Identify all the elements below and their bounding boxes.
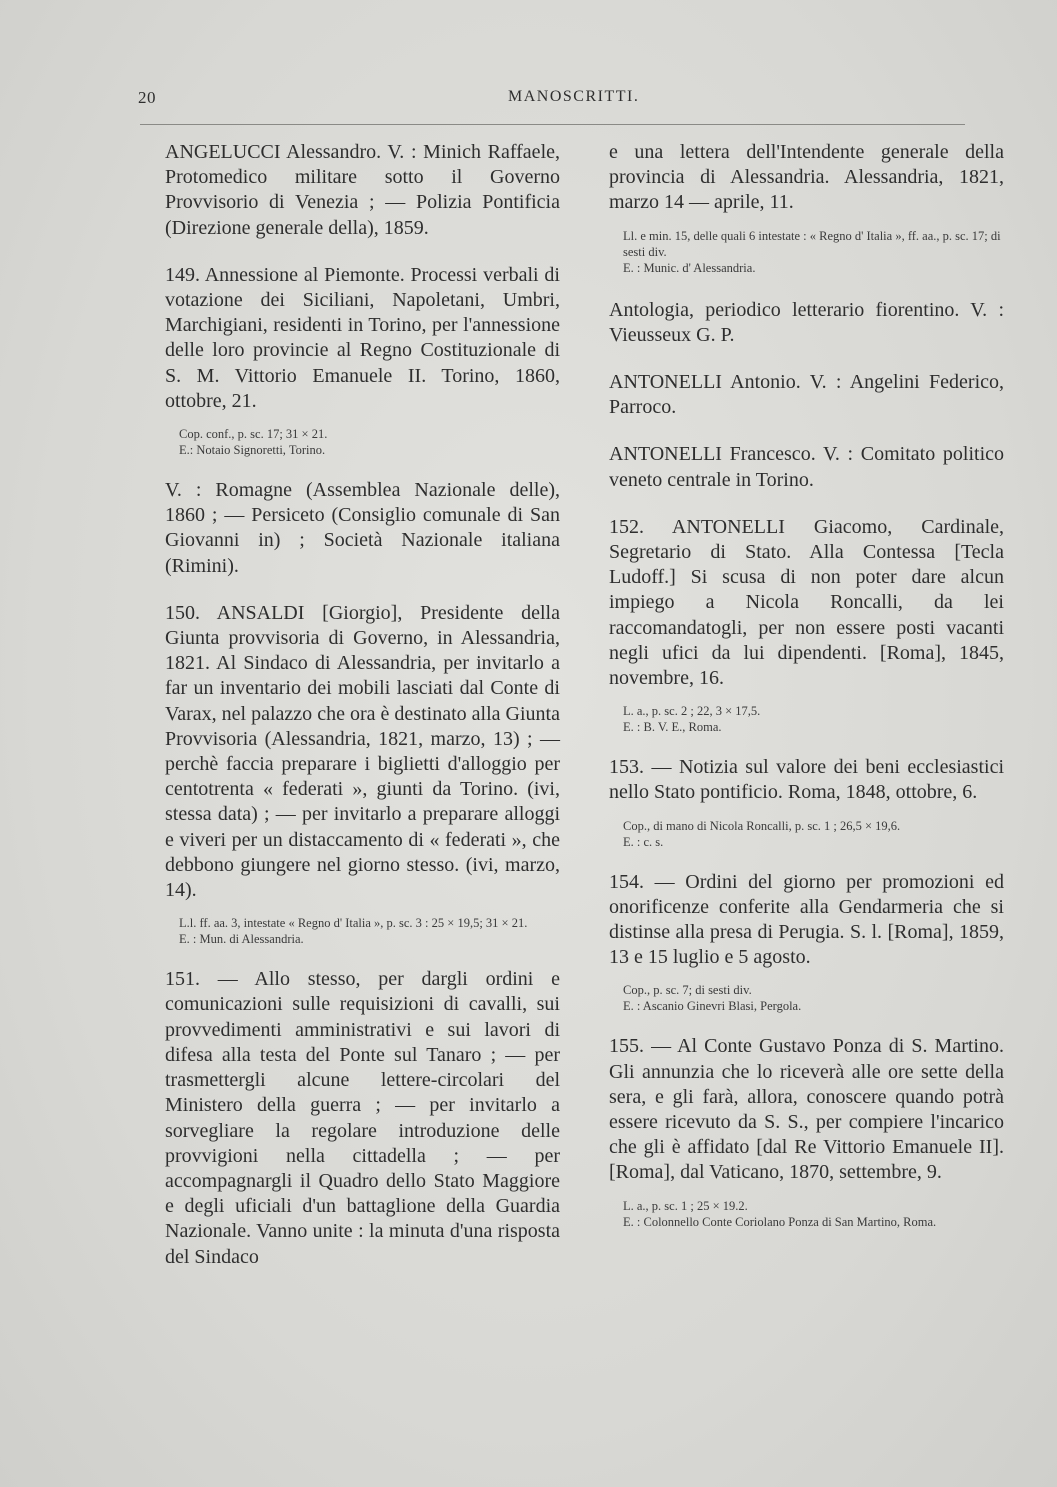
entry-154: 154. — Ordini del giorno per promozioni ed onorificenze conferite alla Gendarmeria che si distinse alla presa di Perugia. S. l. [Roma], 1859, 13 e 15 luglio e 5 agosto. [609,870,1004,969]
entry-149: 149. Annessione al Piemonte. Processi verbali di votazione dei Siciliani, Napoletani, Umbri, Marchigiani, residenti in Torino, per l'annessione delle loro provincie al Regno Costituzionale di S. M. Vittorio Emanuele II. Torino, 1860, ottobre, 21. [165,263,560,412]
entry-155: 155. — Al Conte Gustavo Ponza di S. Martino. Gli annunzia che lo riceverà alle ore sette della sera, e gli farà, allora, conoscere quando potrà essere ricevuto da S. S., per compiere l'incarico che gli è affidato [dal Re Vittorio Emanuele II]. [Roma], dal Vaticano, 1870, settembre, 9. [609,1035,1004,1184]
note-line: E.: Notaio Signoretti, Torino. [179,443,326,458]
entry-153: 153. — Notizia sul valore dei beni ecclesiastici nello Stato pontificio. Roma, 1848, ottobre, 6. [609,756,1004,804]
note-line: Cop. conf., p. sc. 17; 31 × 21. [179,427,328,442]
right-column [609,140,1004,1250]
note-154 [623,982,1004,1014]
note-line: E. : Mun. di Alessandria. [179,932,304,947]
note-line: L. a., p. sc. 1 ; 25 × 19.2. [623,1198,748,1213]
header-rule [140,124,965,125]
entry-angelucci: ANGELUCCI Alessandro. V. : Minich Raffaele, Protomedico militare sotto il Governo Provvisorio di Venezia ; — Polizia Pontificia (Direzione generale della), 1859. [165,141,560,239]
note-149 [179,426,560,458]
page-number: 20 [138,88,156,107]
entry-antologia: Antologia, periodico letterario fiorentino. V. : Vieusseux G. P. [609,298,1004,346]
left-column [165,140,560,1282]
entry-see-romagne: V. : Romagne (Assemblea Nazionale delle), 1860 ; — Persiceto (Consiglio comunale di San Giovanni in) ; Società Nazionale italiana (Rimini). [165,479,560,577]
page-header [138,88,965,118]
entry-152: 152. ANTONELLI Giacomo, Cardinale, Segretario di Stato. Alla Contessa [Tecla Ludoff.] Si scusa di non poter dare alcun impiego a Nicola Roncalli, da lei raccomandatogli, per non essere posti vacanti negli ufici da lui dipendenti. [Roma], 1845, novembre, 16. [609,515,1004,690]
note-153 [623,818,1004,850]
entry-antonelli-francesco: ANTONELLI Francesco. V. : Comitato politico veneto centrale in Torino. [609,443,1004,491]
note-line: E. : B. V. E., Roma. [623,720,722,735]
note-line: L.l. ff. aa. 3, intestate « Regno d' Italia », p. sc. 3 : 25 × 19,5; 31 × 21. [179,916,528,931]
note-152 [623,703,1004,735]
note-line: Cop., di mano di Nicola Roncalli, p. sc. 1 ; 26,5 × 19,6. [623,818,901,833]
note-line: L. a., p. sc. 2 ; 22, 3 × 17,5. [623,704,761,719]
note-line: E. : Munic. d' Alessandria. [623,260,756,275]
note-line: E. : c. s. [623,834,664,849]
entry-antonelli-antonio: ANTONELLI Antonio. V. : Angelini Federico, Parroco. [609,371,1004,419]
note-155 [623,1198,1004,1230]
entry-150: 150. ANSALDI [Giorgio], Presidente della Giunta provvisoria di Governo, in Alessandria, 1821. Al Sindaco di Alessandria, per invitarlo a far un inventario dei mobili lasciati dal Conte di Varax, nel palazzo che ora è destinato alla Giunta Provvisoria (Alessandria, 1821, marzo, 13) ; — perchè faccia preparare i biglietti d'alloggio per centotrenta « federati », giunti da Torino. (ivi, stessa data) ; — per invitarlo a preparare alloggi e viveri per un distaccamento di « federati », che debbono giungere nel giorno stesso. (ivi, marzo, 14). [165,601,560,902]
note-line: Cop., p. sc. 7; di sesti div. [623,983,752,998]
note-line: E. : Colonnello Conte Coriolano Ponza di San Martino, Roma. [623,1214,937,1229]
note-151 [623,228,1004,276]
note-150 [179,915,560,947]
entry-151: 151. — Allo stesso, per dargli ordini e comunicazioni sulle requisizioni di cavalli, sui provvedimenti amministrativi e sui lavori di difesa alla testa del Ponte sul Tanaro ; — per trasmettergli alcune lettere-circolari del Ministero della guerra ; — per invitarlo a sorvegliare la regolare introduzione delle provvigioni nella cittadella ; — per accompagnargli il Quadro dello Stato Maggiore e degli uficiali d'un battaglione della Guardia Nazionale. Vanno unite : la minuta d'una risposta del Sindaco [165,968,560,1268]
note-line: E. : Ascanio Ginevri Blasi, Pergola. [623,999,802,1014]
running-title: MANOSCRITTI. [508,88,640,105]
entry-151-cont: e una lettera dell'Intendente generale della provincia di Alessandria. Alessandria, 1821, marzo 14 — aprile, 11. [609,141,1004,214]
note-line: Ll. e min. 15, delle quali 6 intestate : « Regno d' Italia », ff. aa., p. sc. 17; di sesti div. [623,228,1001,259]
